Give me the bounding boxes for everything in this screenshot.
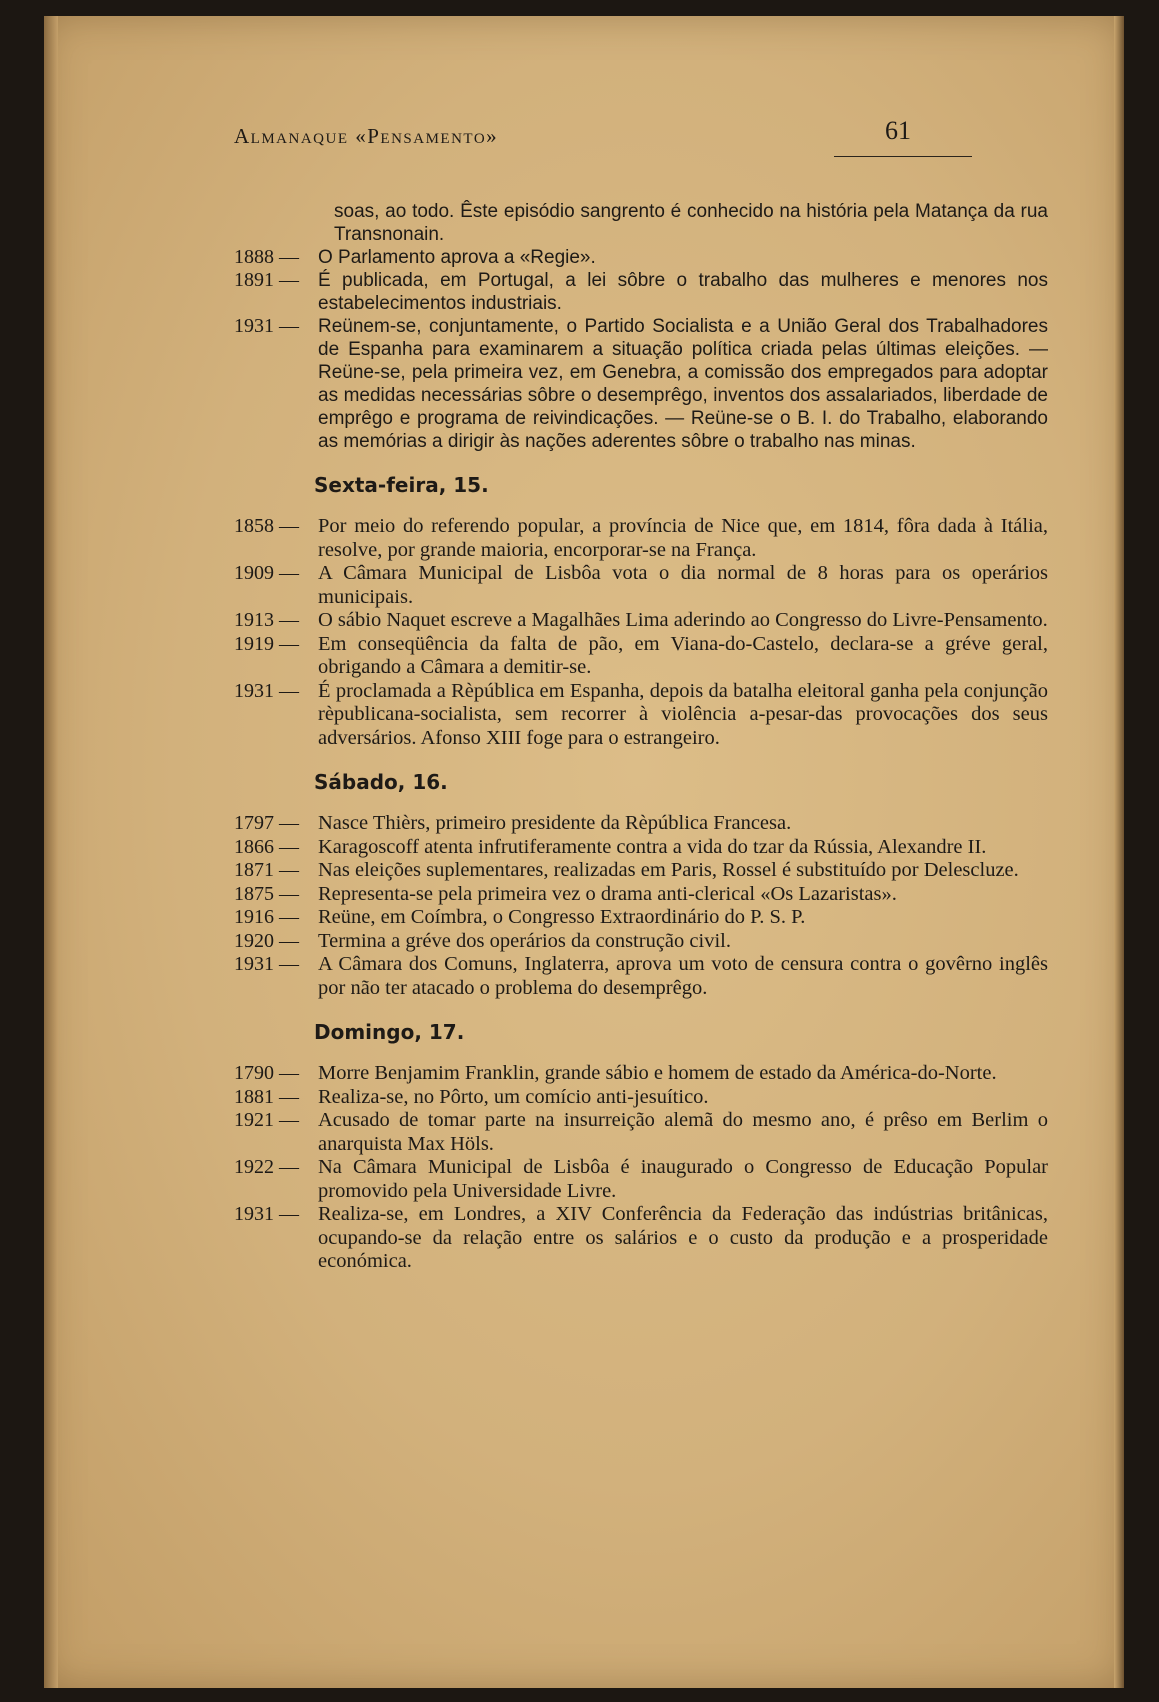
entry-text: O sábio Naquet escreve a Magalhães Lima aderindo ao Congresso do Livre-Pensamento. — [318, 609, 1048, 631]
entry-year: 1931 — — [234, 1203, 299, 1225]
list-item — [234, 269, 1048, 315]
entry-year: 1931 — — [234, 315, 299, 337]
entry-year: 1913 — — [234, 609, 299, 631]
entry-text: Reünem-se, conjuntamente, o Partido Socialista e a União Geral dos Trabalhadores de Espanha para examinarem a situação política criada pelas últimas eleições. — Reüne-se, pela primeira vez, em Genebra, a comissão dos empregados para adoptar as medidas necessárias sôbre o desemprêgo, inventos dos assalariados, liberdade de emprêgo e programa de reivindicações. — Reüne-se o B. I. do Trabalho, elaborando as memórias a dirigir às nações aderentes sôbre o trabalho nas minas. — [318, 316, 1048, 452]
page-edge — [1114, 16, 1124, 1688]
entry-year: 1931 — — [234, 953, 299, 975]
entry-year: 1858 — — [234, 515, 299, 537]
entry-text: Representa-se pela primeira vez o drama anti-clerical «Os Lazaristas». — [318, 882, 897, 905]
entry-year: 1920 — — [234, 929, 299, 952]
entry-text: Em conseqüência da falta de pão, em Viana-do-Castelo, declara-se a gréve geral, obrigando a Câmara a demitir-se. — [318, 632, 1048, 678]
day-heading: Sábado, 16. — [314, 770, 448, 794]
entry-year: 1931 — — [234, 679, 299, 702]
list-item — [234, 953, 1048, 1000]
list-item — [234, 930, 1048, 954]
section-continuation — [234, 200, 1048, 453]
list-item — [234, 1086, 1048, 1110]
entry-year: 1875 — — [234, 882, 299, 905]
entry-text: É publicada, em Portugal, a lei sôbre o trabalho das mulheres e menores nos estabelecimentos industriais. — [318, 270, 1048, 314]
section-saturday — [234, 770, 1048, 1000]
list-item — [234, 836, 1048, 860]
day-heading: Domingo, 17. — [314, 1020, 465, 1044]
entry-text: Realiza-se, no Pôrto, um comício anti-jesuítico. — [318, 1085, 709, 1108]
entry-text: Acusado de tomar parte na insurreição alemã do mesmo ano, é prêso em Berlim o anarquista Max Höls. — [318, 1109, 1048, 1155]
entry-text: A Câmara dos Comuns, Inglaterra, aprova um voto de censura contra o govêrno inglês por não ter atacado o problema do desemprêgo. — [318, 953, 1048, 999]
entry-year: 1919 — — [234, 632, 299, 655]
list-item — [234, 1203, 1048, 1274]
entry-text: Reüne, em Coímbra, o Congresso Extraordinário do P. S. P. — [318, 906, 806, 928]
day-heading: Sexta-feira, 15. — [314, 473, 489, 497]
list-item — [234, 609, 1048, 633]
entry-year: 1921 — — [234, 1109, 299, 1131]
list-item — [234, 1062, 1048, 1086]
running-title: Almanaque «Pensamento» — [234, 124, 499, 148]
book-page — [44, 16, 1124, 1688]
entry-year: 1866 — — [234, 835, 299, 858]
entry-year: 1881 — — [234, 1085, 299, 1108]
page-header — [234, 116, 974, 166]
entry-year: 1916 — — [234, 906, 299, 928]
entry-text: A Câmara Municipal de Lisbôa vota o dia normal de 8 horas para os operários municipais. — [318, 562, 1048, 608]
list-item — [234, 562, 1048, 609]
list-item — [234, 315, 1048, 453]
entry-text: O Parlamento aprova a «Regie». — [318, 247, 596, 268]
entry-text: É proclamada a Rèpública em Espanha, depois da batalha eleitoral ganha pela conjunção rèpublicana-socialista, sem recorrer à violência a-pesar-das provocações dos seus adversários. Afonso XIII foge para o estrangeiro. — [318, 679, 1048, 749]
list-item — [234, 1156, 1048, 1203]
section-friday — [234, 473, 1048, 750]
entry-year: 1891 — — [234, 269, 299, 291]
list-item — [234, 1109, 1048, 1156]
entry-year: 1922 — — [234, 1156, 299, 1178]
entry-text: Karagoscoff atenta infrutiferamente contra a vida do tzar da Rússia, Alexandre II. — [318, 835, 987, 858]
entry-year: 1790 — — [234, 1062, 299, 1084]
entry-text: Realiza-se, em Londres, a XIV Conferência da Federação das indústrias britânicas, ocupando-se da relação entre os salários e o custo da produção e a prosperidade económica. — [318, 1203, 1048, 1272]
list-item — [234, 859, 1048, 883]
page-spine-shadow — [44, 16, 58, 1688]
entry-year: 1888 — — [234, 246, 299, 268]
entry-year: 1797 — — [234, 812, 299, 834]
entry-year: 1909 — — [234, 562, 299, 584]
entry-text: Morre Benjamim Franklin, grande sábio e homem de estado da América-do-Norte. — [318, 1062, 997, 1084]
list-item — [234, 246, 1048, 269]
entry-text: Na Câmara Municipal de Lisbôa é inaugurado o Congresso de Educação Popular promovido pela Universidade Livre. — [318, 1156, 1048, 1202]
entry-text: Termina a gréve dos operários da construção civil. — [318, 929, 731, 952]
list-item — [234, 633, 1048, 680]
list-item — [234, 812, 1048, 836]
page-number: 61 — [885, 116, 911, 145]
list-item — [234, 883, 1048, 907]
entry-text: Nasce Thièrs, primeiro presidente da Rèpública Francesa. — [318, 812, 792, 834]
section-sunday — [234, 1020, 1048, 1274]
entry-text: soas, ao todo. Êste episódio sangrento é conhecido na história pela Matança da rua Transnonain. — [334, 201, 1048, 245]
continued-paragraph — [234, 200, 1048, 246]
page-content — [234, 200, 1048, 1274]
header-rule — [834, 156, 972, 157]
list-item — [234, 680, 1048, 751]
entry-year: 1871 — — [234, 859, 299, 881]
list-item — [234, 906, 1048, 930]
entry-text: Nas eleições suplementares, realizadas em Paris, Rossel é substituído por Delescluze. — [318, 859, 1019, 881]
list-item — [234, 515, 1048, 562]
entry-text: Por meio do referendo popular, a província de Nice que, em 1814, fôra dada à Itália, resolve, por grande maioria, encorporar-se na França. — [318, 515, 1048, 561]
